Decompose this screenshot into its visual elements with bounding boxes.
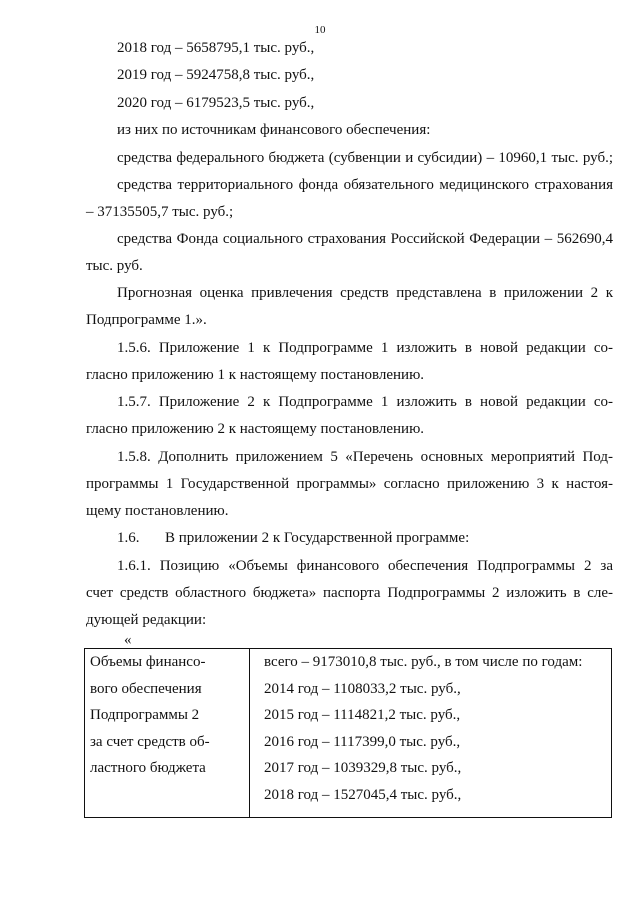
table-value-cell bbox=[250, 649, 612, 818]
value-line-2016: 2016 год – 1117399,0 тыс. руб., bbox=[264, 733, 461, 750]
text-item-156-line2: гласно приложению 1 к настоящему постановлению. bbox=[86, 367, 425, 383]
text-item-161-line3: дующей редакции: bbox=[86, 612, 207, 628]
text-federal-budget: средства федерального бюджета (субвенции и субсидии) – 10960,1 тыс. руб.; bbox=[117, 150, 613, 166]
value-line-total: всего – 9173010,8 тыс. руб., в том числе по годам: bbox=[264, 654, 583, 670]
text-line-2020: 2020 год – 6179523,5 тыс. руб., bbox=[117, 95, 315, 111]
page-number: 10 bbox=[314, 24, 326, 36]
value-line-2015: 2015 год – 1114821,2 тыс. руб., bbox=[264, 707, 461, 723]
text-forecast-line1: Прогнозная оценка привлечения средств представлена в приложении 2 к bbox=[117, 285, 613, 301]
text-line-2018: 2018 год – 5658795,1 тыс. руб., bbox=[117, 40, 315, 56]
passport-table bbox=[84, 648, 612, 818]
text-fss-line2: тыс. руб. bbox=[86, 258, 143, 274]
table-label-cell bbox=[85, 649, 250, 818]
text-sources-intro: из них по источникам финансового обеспечения: bbox=[117, 122, 431, 138]
text-item-161-line2: счет средств областного бюджета» паспорта Подпрограммы 2 изложить в сле- bbox=[86, 585, 613, 601]
label-line: ластного бюджета bbox=[90, 760, 206, 776]
text-tfoms-line2: – 37135505,7 тыс. руб.; bbox=[86, 204, 234, 220]
opening-quote: « bbox=[124, 632, 132, 648]
label-line: Объемы финансо- bbox=[90, 654, 206, 670]
text-line-2019: 2019 год – 5924758,8 тыс. руб., bbox=[117, 67, 315, 83]
text-item-158-line1: 1.5.8. Дополнить приложением 5 «Перечень основных мероприятий Под- bbox=[117, 449, 613, 465]
text-fss-line1: средства Фонда социального страхования Российской Федерации – 562690,4 bbox=[117, 231, 613, 247]
value-line-2018: 2018 год – 1527045,4 тыс. руб., bbox=[264, 786, 462, 803]
text-item-156-line1: 1.5.6. Приложение 1 к Подпрограмме 1 изложить в новой редакции со- bbox=[117, 340, 613, 356]
text-item-16-number: 1.6. bbox=[117, 530, 140, 546]
label-line: Подпрограммы 2 bbox=[90, 707, 200, 723]
value-line-2014: 2014 год – 1108033,2 тыс. руб., bbox=[264, 680, 461, 697]
text-item-158-line2: программы 1 Государственной программы» согласно приложению 3 к настоя- bbox=[86, 476, 613, 492]
value-line-2017: 2017 год – 1039329,8 тыс. руб., bbox=[264, 760, 462, 776]
text-item-158-line3: щему постановлению. bbox=[86, 503, 229, 519]
text-item-157-line1: 1.5.7. Приложение 2 к Подпрограмме 1 изложить в новой редакции со- bbox=[117, 394, 613, 410]
text-forecast-line2: Подпрограмме 1.». bbox=[86, 312, 207, 328]
label-line: за счет средств об- bbox=[90, 733, 210, 750]
table-row bbox=[85, 649, 612, 818]
text-item-157-line2: гласно приложению 2 к настоящему постановлению. bbox=[86, 421, 425, 437]
label-line: вого обеспечения bbox=[90, 680, 202, 697]
text-item-161-line1: 1.6.1. Позицию «Объемы финансового обеспечения Подпрограммы 2 за bbox=[117, 558, 613, 574]
text-tfoms-line1: средства территориального фонда обязательного медицинского страхования bbox=[117, 177, 613, 193]
text-item-16-text: В приложении 2 к Государственной программе: bbox=[165, 530, 470, 546]
